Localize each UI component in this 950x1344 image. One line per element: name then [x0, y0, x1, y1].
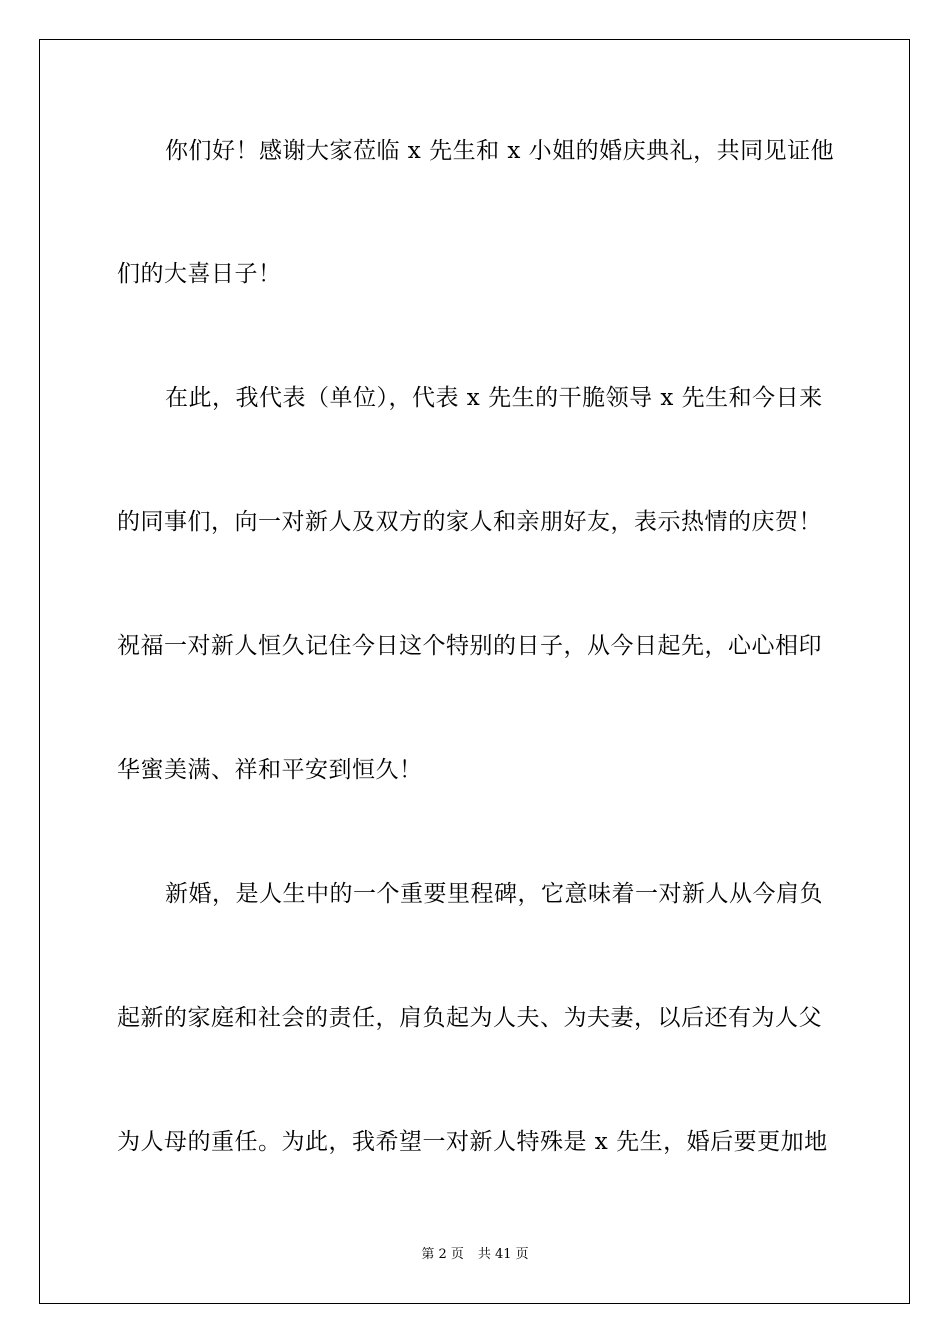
- page-number: 第 2 页: [421, 1247, 464, 1262]
- body-text-line: 的同事们，向一对新人及双方的家人和亲朋好友，表示热情的庆贺！: [117, 509, 822, 535]
- body-text-line: 起新的家庭和社会的责任，肩负起为人夫、为夫妻，以后还有为人父: [117, 1005, 822, 1031]
- body-text-line: 为人母的重任。为此，我希望一对新人特殊是 x 先生，婚后要更加地: [117, 1129, 828, 1155]
- body-text-line: 新婚，是人生中的一个重要里程碑，它意味着一对新人从今肩负: [165, 881, 823, 907]
- body-text-line: 们的大喜日子！: [117, 261, 282, 287]
- page-footer: [0, 1246, 950, 1264]
- page-total: 共 41 页: [477, 1247, 529, 1262]
- page-border: [39, 39, 910, 1304]
- body-text-line: 你们好！感谢大家莅临 x 先生和 x 小姐的婚庆典礼，共同见证他: [165, 138, 835, 164]
- body-text-line: 祝福一对新人恒久记住今日这个特别的日子，从今日起先，心心相印: [117, 633, 822, 659]
- body-text-line: 在此，我代表（单位），代表 x 先生的干脆领导 x 先生和今日来: [165, 385, 823, 411]
- body-text-line: 华蜜美满、祥和平安到恒久！: [117, 757, 423, 783]
